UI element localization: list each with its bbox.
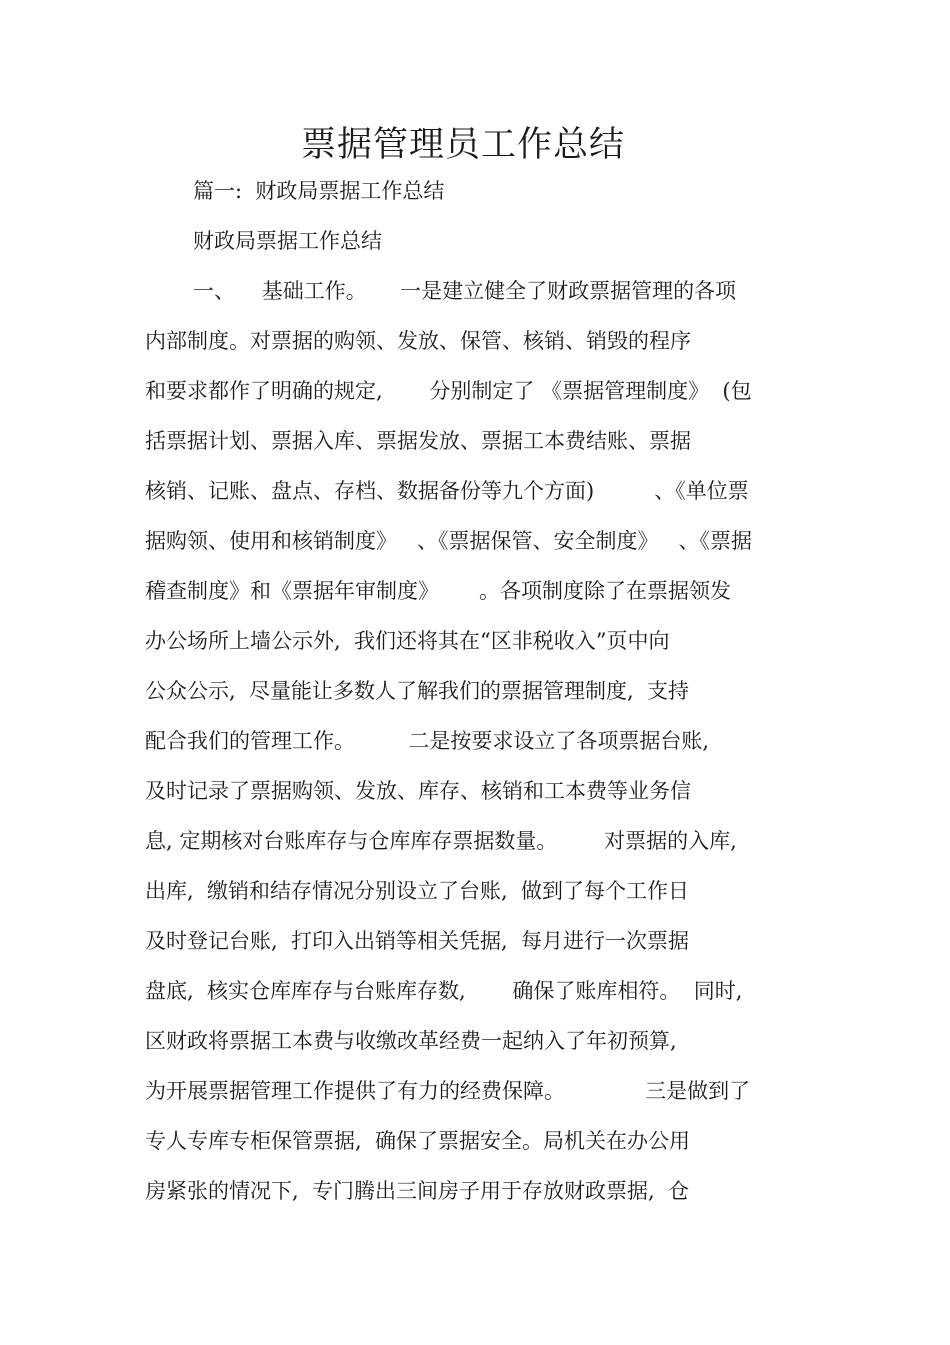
text-line: 及时登记台账, 打印入出销等相关凭据, 每月进行一次票据 xyxy=(145,929,690,953)
text-line: 和要求都作了明确的规定, 分别制定了 《票据管理制度》 (包 xyxy=(145,379,752,403)
text-line: 专人专库专柜保管票据, 确保了票据安全。局机关在办公用 xyxy=(145,1129,691,1153)
text-line: 区财政将票据工本费与收缴改革经费一起纳入了年初预算, xyxy=(145,1029,677,1053)
text-line: 为开展票据管理工作提供了有力的经费保障。 三是做到了 xyxy=(145,1079,751,1103)
text-line: 内部制度。对票据的购领、发放、保管、核销、销毁的程序 xyxy=(145,329,691,353)
text-line: 公众公示, 尽量能让多数人了解我们的票据管理制度, 支持 xyxy=(145,679,690,703)
text-line: 一、 基础工作。 一是建立健全了财政票据管理的各项 xyxy=(193,279,737,303)
text-line: 及时记录了票据购领、发放、库存、核销和工本费等业务信 xyxy=(145,779,691,803)
text-line: 据购领、使用和核销制度》 、《票据保管、安全制度》 、《票据 xyxy=(145,529,753,553)
document-title: 票据管理员工作总结 xyxy=(300,125,625,165)
text-line: 房紧张的情况下, 专门腾出三间房子用于存放财政票据, 仓 xyxy=(145,1179,690,1203)
text-line: 稽查制度》和《票据年审制度》 。各项制度除了在票据领发 xyxy=(145,579,732,603)
text-line: 出库, 缴销和结存情况分别设立了台账, 做到了每个工作日 xyxy=(145,879,690,903)
text-line: 括票据计划、票据入库、票据发放、票据工本费结账、票据 xyxy=(145,429,691,453)
text-line: 办公场所上墙公示外, 我们还将其在“区非税收入”页中向 xyxy=(145,629,670,653)
text-line: 盘底, 核实仓库库存与台账库存数, 确保了账库相符。 同时, xyxy=(145,979,743,1003)
text-line: 息, 定期核对台账库存与仓库库存票据数量。 对票据的入库, xyxy=(145,829,737,853)
text-line: 配合我们的管理工作。 二是按要求设立了各项票据台账, xyxy=(145,729,710,753)
text-line: 篇一: 财政局票据工作总结 xyxy=(193,179,445,203)
text-line: 财政局票据工作总结 xyxy=(193,229,382,253)
text-line: 核销、记账、盘点、存档、数据备份等九个方面) 、《单位票 xyxy=(145,479,749,503)
